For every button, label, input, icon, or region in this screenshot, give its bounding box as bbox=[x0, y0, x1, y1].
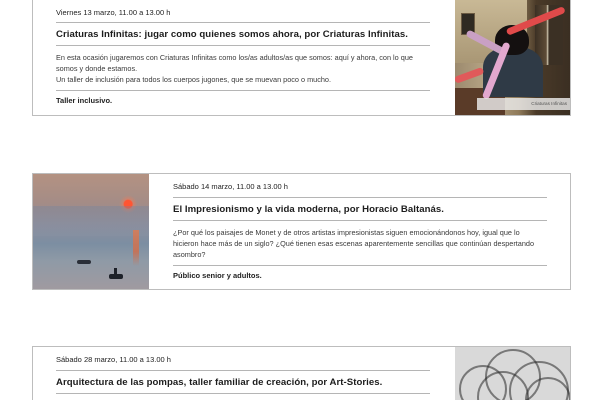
event-photo bbox=[455, 347, 571, 400]
event-card bbox=[32, 173, 571, 290]
event-date: Viernes 13 marzo, 11.00 a 13.00 h bbox=[56, 8, 171, 17]
divider bbox=[56, 22, 430, 23]
event-date: Sábado 28 marzo, 11.00 a 13.00 h bbox=[56, 355, 171, 364]
photo-caption: Criaturas Infinitas bbox=[477, 98, 571, 110]
event-card bbox=[32, 346, 571, 400]
event-description bbox=[173, 227, 547, 260]
divider bbox=[56, 370, 430, 371]
divider bbox=[56, 45, 430, 46]
description-paragraph: En esta ocasión jugaremos con Criaturas Infinitas como los/as adultos/as que somos: aquí y ahora, con lo que somos y donde estamos. bbox=[56, 53, 413, 73]
divider bbox=[56, 90, 430, 91]
event-photo bbox=[33, 174, 149, 290]
event-content bbox=[56, 347, 430, 394]
divider bbox=[173, 220, 547, 221]
event-content bbox=[173, 174, 547, 281]
event-title[interactable]: Arquitectura de las pompas, taller familiar de creación, por Art-Stories. bbox=[56, 377, 383, 388]
divider bbox=[173, 265, 547, 266]
event-content bbox=[56, 0, 430, 106]
event-photo bbox=[455, 0, 571, 116]
event-card bbox=[32, 0, 571, 116]
description-paragraph: ¿Por qué los paisajes de Monet y de otros artistas impresionistas siguen emocionándonos hoy, igual que lo hicieron hace más de un siglo? ¿Qué tienen esas escenas aparentemente sencillas que continúan despertando asombro? bbox=[173, 228, 535, 259]
divider bbox=[173, 197, 547, 198]
event-audience: Taller inclusivo. bbox=[56, 96, 113, 105]
event-title[interactable]: El Impresionismo y la vida moderna, por Horacio Baltanás. bbox=[173, 204, 445, 215]
event-description bbox=[56, 52, 430, 85]
event-audience: Público senior y adultos. bbox=[173, 271, 262, 280]
event-title[interactable]: Criaturas Infinitas: jugar como quienes somos ahora, por Criaturas Infinitas. bbox=[56, 29, 408, 40]
description-paragraph: Un taller de inclusión para todos los cuerpos jugones, que se muevan poco o mucho. bbox=[56, 75, 332, 84]
event-date: Sábado 14 marzo, 11.00 a 13.00 h bbox=[173, 182, 288, 191]
divider bbox=[56, 393, 430, 394]
